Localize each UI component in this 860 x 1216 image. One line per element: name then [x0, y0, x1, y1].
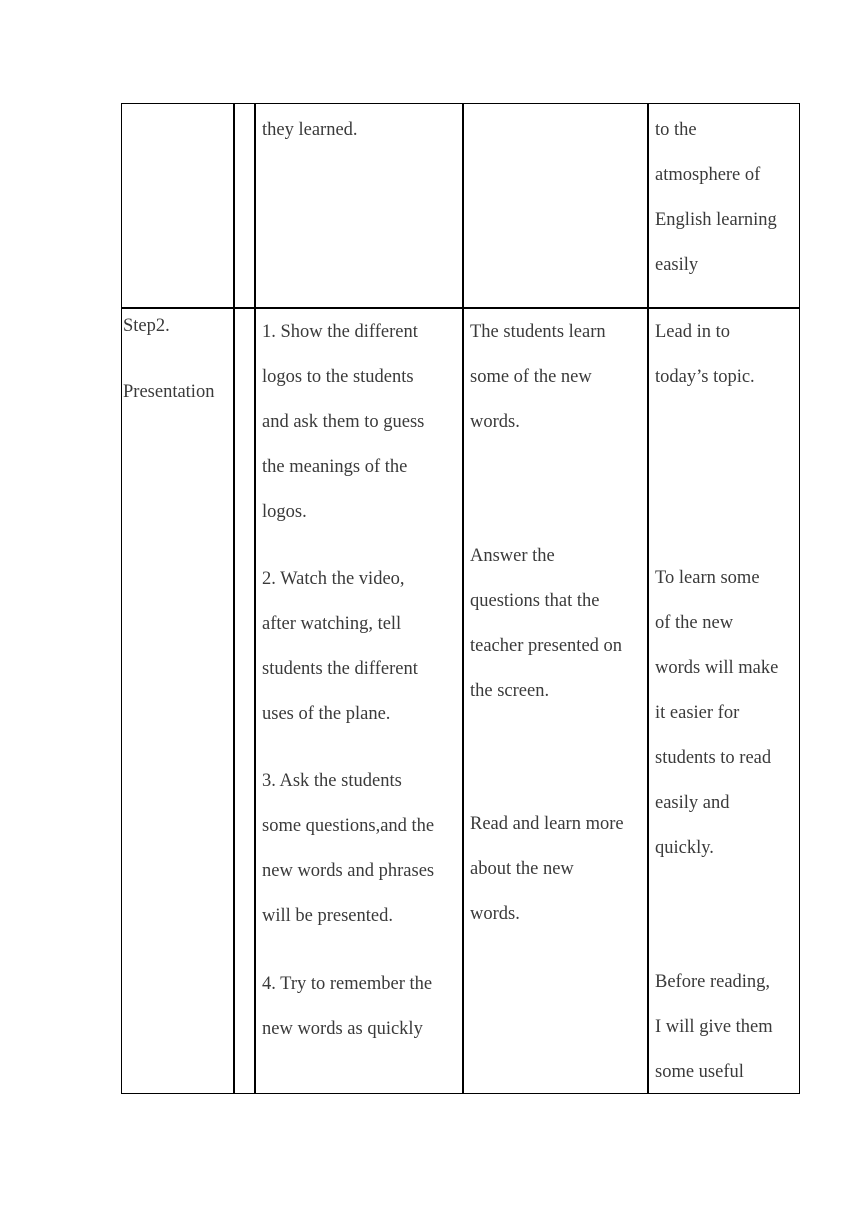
- row2-purpose-3: Before reading, I will give them some useful: [655, 972, 773, 1082]
- row2-purpose-2: To learn some of the new words will make it easier for students to read easily and quickly.: [655, 568, 779, 858]
- column-divider: [254, 104, 256, 1093]
- row2-student-activity-3: Read and learn more about the new words.: [470, 814, 624, 924]
- row2-student-activity-2: Answer the questions that the teacher presented on the screen.: [470, 546, 623, 701]
- row2-teacher-activity-3: 3. Ask the students some questions,and the new words and phrases will be presented.: [262, 771, 435, 926]
- row2-teacher-activity-1: 1. Show the different logos to the students and ask them to guess the meanings of the logos.: [262, 322, 425, 522]
- row1-teacher-activity: they learned.: [262, 120, 358, 140]
- column-divider: [647, 104, 649, 1093]
- lesson-plan-table: [121, 103, 800, 1094]
- row-divider: [122, 307, 799, 309]
- row2-teacher-activity-2: 2. Watch the video, after watching, tell students the different uses of the plane.: [262, 569, 418, 724]
- column-divider: [233, 104, 235, 1093]
- row2-student-activity-1: The students learn some of the new words.: [470, 322, 606, 432]
- row2-purpose-1: Lead in to today’s topic.: [655, 322, 755, 387]
- row1-purpose: to the atmosphere of English learning easily: [655, 120, 777, 275]
- column-divider: [462, 104, 464, 1093]
- row2-teacher-activity-4: 4. Try to remember the new words as quickly: [262, 974, 433, 1039]
- row2-step-label: Step2. Presentation: [123, 316, 215, 402]
